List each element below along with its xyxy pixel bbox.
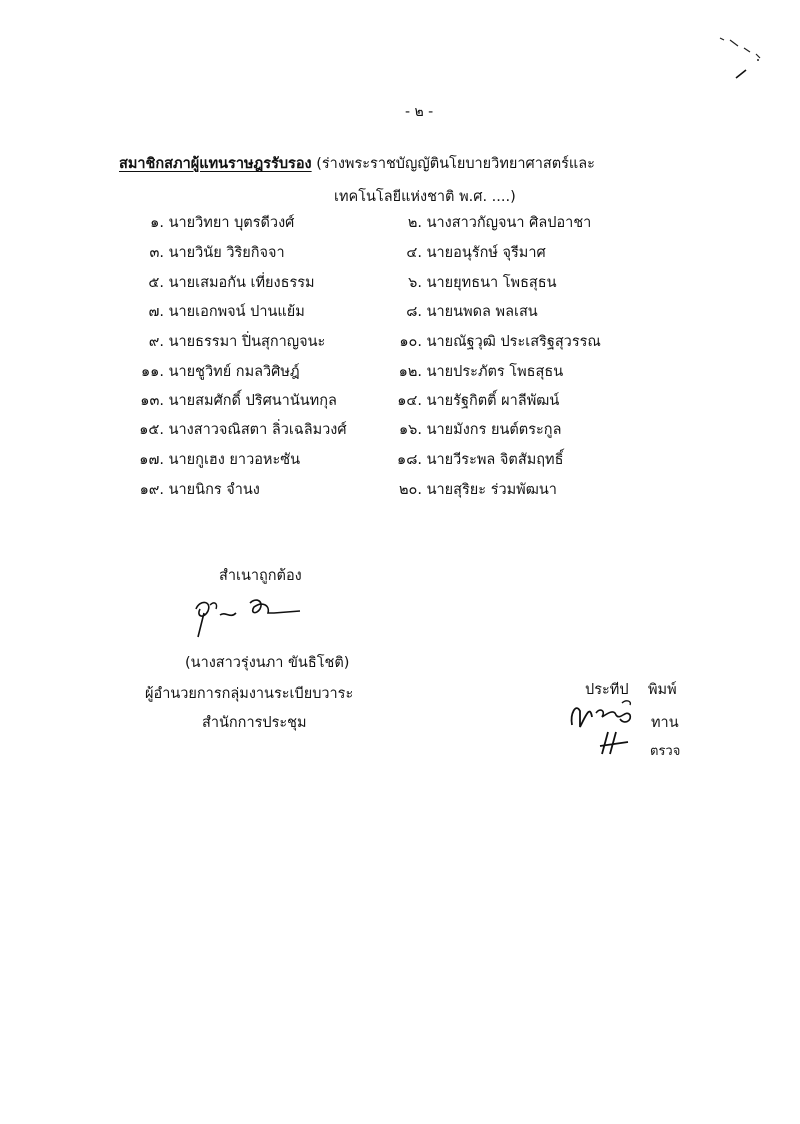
member-name: นายมังกร ยนต์ตระกูล — [426, 422, 562, 438]
member-name: นายสุริยะ ร่วมพัฒนา — [426, 482, 557, 498]
member-item — [110, 214, 294, 232]
member-number: ๑๕. — [139, 422, 164, 438]
member-number: ๓. — [149, 245, 164, 261]
member-item — [380, 392, 559, 410]
member-number: ๑๘. — [397, 452, 422, 468]
member-name: นายกูเฮง ยาวอหะซัน — [168, 452, 301, 468]
member-name: นางสาวจณิสตา ลิ่วเฉลิมวงศ์ — [168, 422, 347, 438]
checked-label: ตรวจ — [650, 744, 681, 759]
member-name: นายอนุรักษ์ จุรีมาศ — [426, 245, 546, 261]
member-name: นายประภัตร โพธสุธน — [426, 364, 564, 380]
member-number: ๔. — [406, 245, 422, 261]
checker-initials — [598, 728, 638, 758]
member-item — [380, 451, 563, 469]
member-item — [110, 421, 347, 439]
member-name: นายวีระพล จิตสัมฤทธิ์ — [426, 452, 564, 468]
member-number: ๑. — [150, 215, 164, 231]
member-item — [110, 333, 325, 351]
heading-subtitle-line2: เทคโนโลยีแห่งชาติ พ.ศ. ....) — [334, 189, 516, 205]
certified-copy-label: สำเนาถูกต้อง — [219, 568, 302, 584]
member-number: ๑๓. — [140, 393, 164, 409]
member-number: ๑๐. — [399, 334, 422, 350]
member-number: ๑๔. — [397, 393, 422, 409]
member-item — [380, 481, 557, 499]
member-name: นายเสมอกัน เที่ยงธรรม — [168, 275, 315, 291]
member-name: นายธรรมา ปิ่นสุกาญจนะ — [168, 334, 326, 350]
heading-title: สมาชิกสภาผู้แทนราษฎรรับรอง — [119, 156, 312, 172]
member-number: ๘. — [406, 304, 422, 320]
member-name: นายณัฐวุฒิ ประเสริฐสุวรรณ — [426, 334, 601, 350]
handwritten-signature — [190, 595, 310, 645]
member-number: ๑๙. — [139, 482, 164, 498]
member-number: ๑๒. — [398, 364, 422, 380]
typed-label: พิมพ์ — [648, 682, 677, 698]
member-name: นายนพดล พลเสน — [426, 304, 538, 320]
member-item — [380, 274, 557, 292]
member-number: ๑๗. — [139, 452, 164, 468]
member-item — [380, 421, 561, 439]
member-number: ๗. — [148, 304, 164, 320]
member-name: นายรัฐกิตติ์ ผาลีพัฒน์ — [426, 393, 560, 409]
member-item — [380, 363, 563, 381]
member-number: ๙. — [148, 334, 164, 350]
member-name: นายนิกร จำนง — [168, 482, 260, 498]
member-item — [380, 303, 538, 321]
member-name: นายสมศักดิ์ ปริศนานันทกุล — [168, 393, 337, 409]
member-item — [380, 214, 591, 232]
member-name: นายเอกพจน์ ปานแย้ม — [168, 304, 305, 320]
member-item — [110, 274, 315, 292]
heading-subtitle-line1: (ร่างพระราชบัญญัตินโยบายวิทยาศาสตร์และ — [316, 156, 595, 172]
member-number: ๑๖. — [398, 422, 422, 438]
page-number: - ๒ - — [405, 104, 434, 120]
member-name: นางสาวกัญจนา ศิลปอาชา — [426, 215, 592, 231]
proofread-label: ทาน — [651, 715, 679, 731]
corner-scan-mark — [700, 30, 780, 80]
member-item — [110, 451, 300, 469]
heading-line — [119, 152, 595, 175]
member-item — [380, 333, 601, 351]
member-number: ๑๑. — [140, 364, 164, 380]
member-item — [110, 244, 285, 262]
member-item — [380, 244, 546, 262]
member-number: ๖. — [408, 275, 422, 291]
typist-name: ประทีป — [585, 682, 629, 698]
member-number: ๒. — [407, 215, 422, 231]
member-name: นายยุทธนา โพธสุธน — [426, 275, 557, 291]
signer-name: (นางสาวรุ่งนภา ขันธิโชติ) — [185, 655, 350, 671]
member-name: นายวิทยา บุตรดีวงศ์ — [168, 215, 295, 231]
member-number: ๒๐. — [398, 482, 422, 498]
signer-office: สำนักการประชุม — [202, 715, 307, 731]
member-item — [110, 363, 300, 381]
member-name: นายชูวิทย์ กมลวิศิษฎ์ — [168, 364, 300, 380]
member-item — [110, 392, 337, 410]
member-item — [110, 303, 305, 321]
member-item — [110, 481, 260, 499]
signer-title: ผู้อำนวยการกลุ่มงานระเบียบวาระ — [145, 686, 354, 702]
member-number: ๕. — [148, 275, 164, 291]
member-name: นายวินัย วิริยกิจจา — [168, 245, 285, 261]
